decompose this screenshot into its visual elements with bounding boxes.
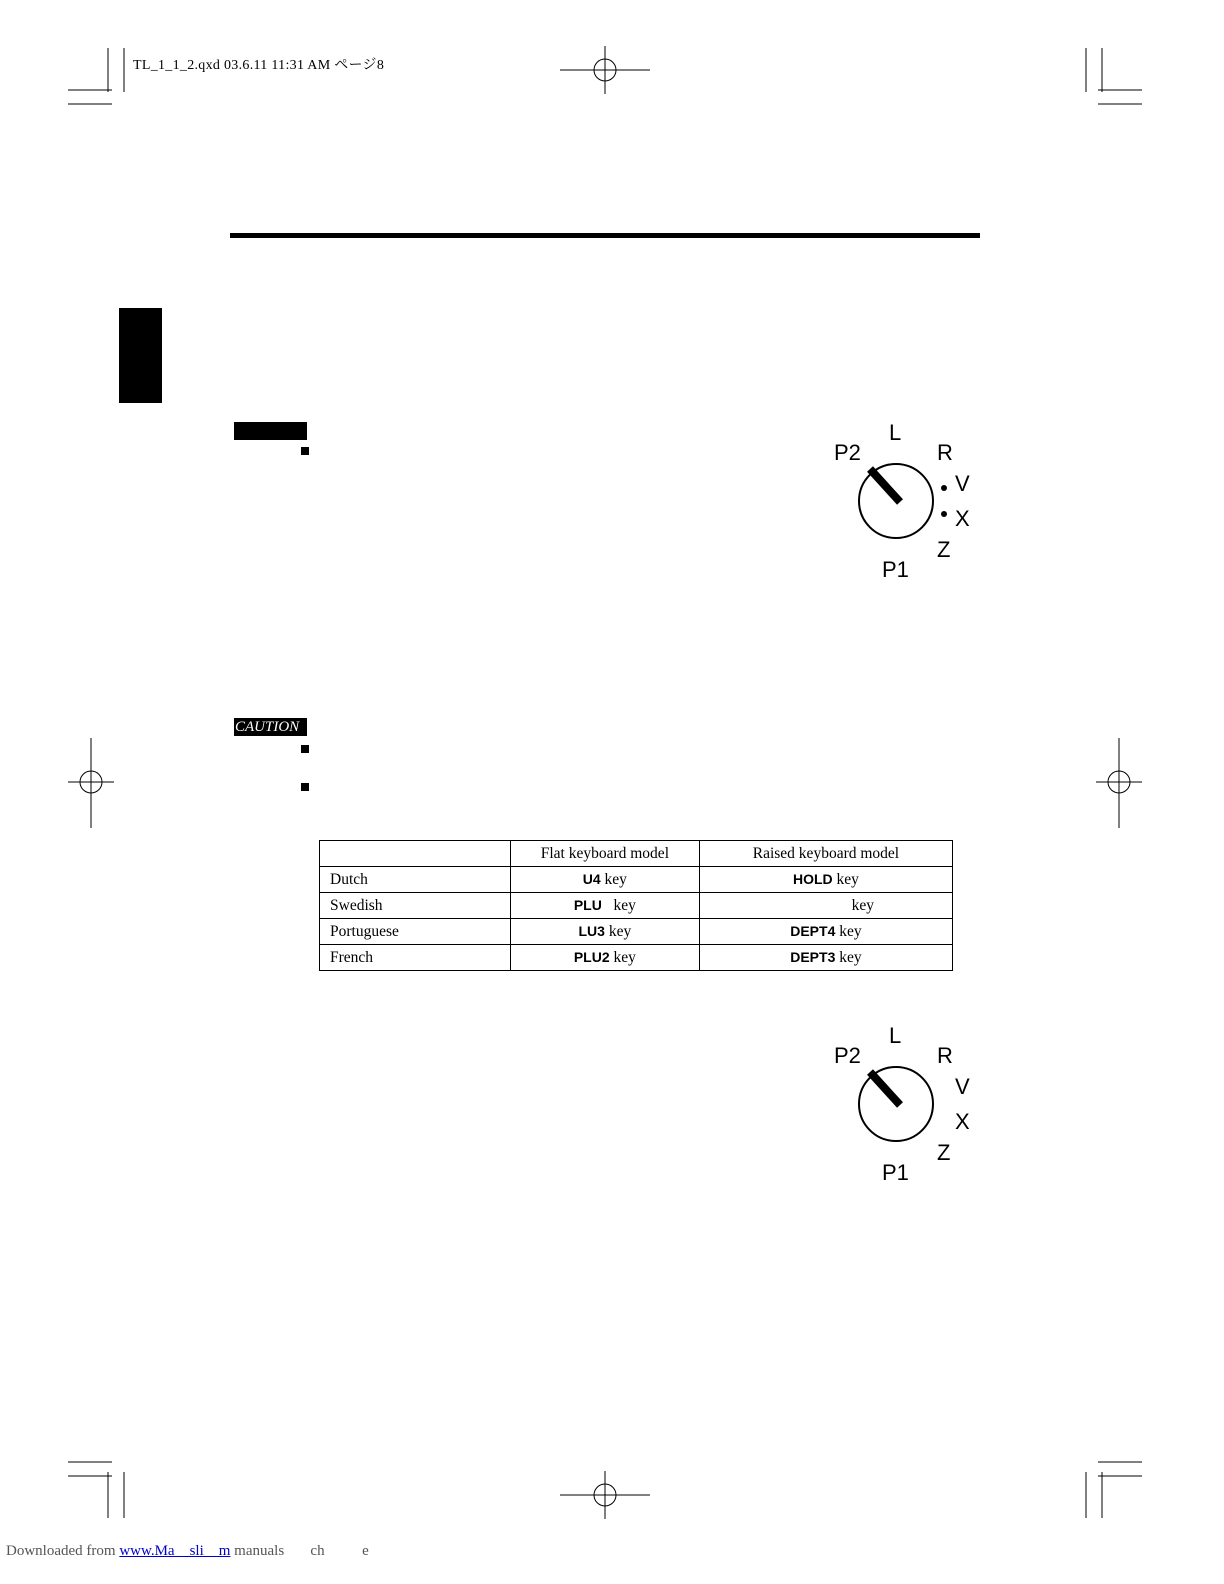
table-row (320, 893, 953, 919)
key-word: key (613, 948, 636, 966)
key-word: key (608, 922, 632, 940)
key-word: key (839, 948, 862, 966)
footer-link[interactable]: www.Ma sli m (119, 1543, 231, 1559)
table-header-row (320, 841, 953, 867)
key-word: key (613, 896, 636, 914)
key-word: key (604, 870, 627, 888)
keycap: U4 (582, 870, 601, 887)
chapter-tab (119, 308, 162, 403)
table-row (320, 919, 953, 945)
keycap: DEPT3 (790, 948, 836, 965)
label-l: L (889, 1023, 902, 1048)
mode-switch-diagram-2 (820, 1021, 990, 1191)
flat-key-cell (510, 919, 699, 945)
label-p2: P2 (834, 440, 861, 465)
language-cell: Dutch (320, 867, 511, 893)
keycap: LU3 (578, 922, 605, 939)
keyboard-key-table (319, 840, 953, 971)
caution-bullet-1 (301, 745, 309, 753)
keycap: DEPT4 (790, 922, 836, 939)
label-r: R (937, 1043, 953, 1068)
switch-key-pointer (870, 1072, 900, 1105)
table-header-cell (320, 841, 511, 867)
label-v: V (955, 471, 970, 496)
flat-key-cell (510, 867, 699, 893)
note-label (234, 422, 307, 440)
key-word: key (839, 922, 862, 940)
raised-key-cell (699, 893, 952, 919)
flat-key-cell (510, 893, 699, 919)
dot-x (941, 511, 947, 517)
label-z: Z (937, 1140, 951, 1165)
language-cell: Portuguese (320, 919, 511, 945)
table-header-cell: Raised keyboard model (699, 841, 952, 867)
language-cell: French (320, 945, 511, 971)
dot-v (941, 485, 947, 491)
raised-key-cell (699, 919, 952, 945)
label-p1: P1 (882, 1160, 909, 1185)
table-header-cell: Flat keyboard model (510, 841, 699, 867)
download-footer (6, 1543, 369, 1560)
key-word: key (836, 870, 859, 888)
label-p1: P1 (882, 557, 909, 582)
language-cell: Swedish (320, 893, 511, 919)
keycap: PLU2 (573, 948, 610, 965)
label-v: V (955, 1074, 970, 1099)
mode-switch-diagram (820, 418, 990, 588)
footer-prefix: Downloaded from (6, 1543, 120, 1559)
caution-label: CAUTION (234, 718, 307, 736)
table-row (320, 945, 953, 971)
switch-key-pointer (870, 469, 900, 502)
key-word: key (851, 896, 875, 914)
footer-suffix: manuals ch e (230, 1543, 369, 1559)
raised-key-cell (699, 945, 952, 971)
table-row (320, 867, 953, 893)
label-x: X (955, 1109, 970, 1134)
label-p2: P2 (834, 1043, 861, 1068)
raised-key-cell (699, 867, 952, 893)
file-slug: TL_1_1_2.qxd 03.6.11 11:31 AM ページ8 (133, 58, 385, 73)
label-z: Z (937, 537, 951, 562)
note-bullet (301, 447, 309, 455)
flat-key-cell (510, 945, 699, 971)
label-x: X (955, 506, 970, 531)
label-r: R (937, 440, 953, 465)
keycap: HOLD (792, 870, 833, 887)
keycap: PLU (573, 896, 602, 913)
header-rule (230, 233, 980, 238)
label-l: L (889, 420, 902, 445)
caution-bullet-2 (301, 783, 309, 791)
